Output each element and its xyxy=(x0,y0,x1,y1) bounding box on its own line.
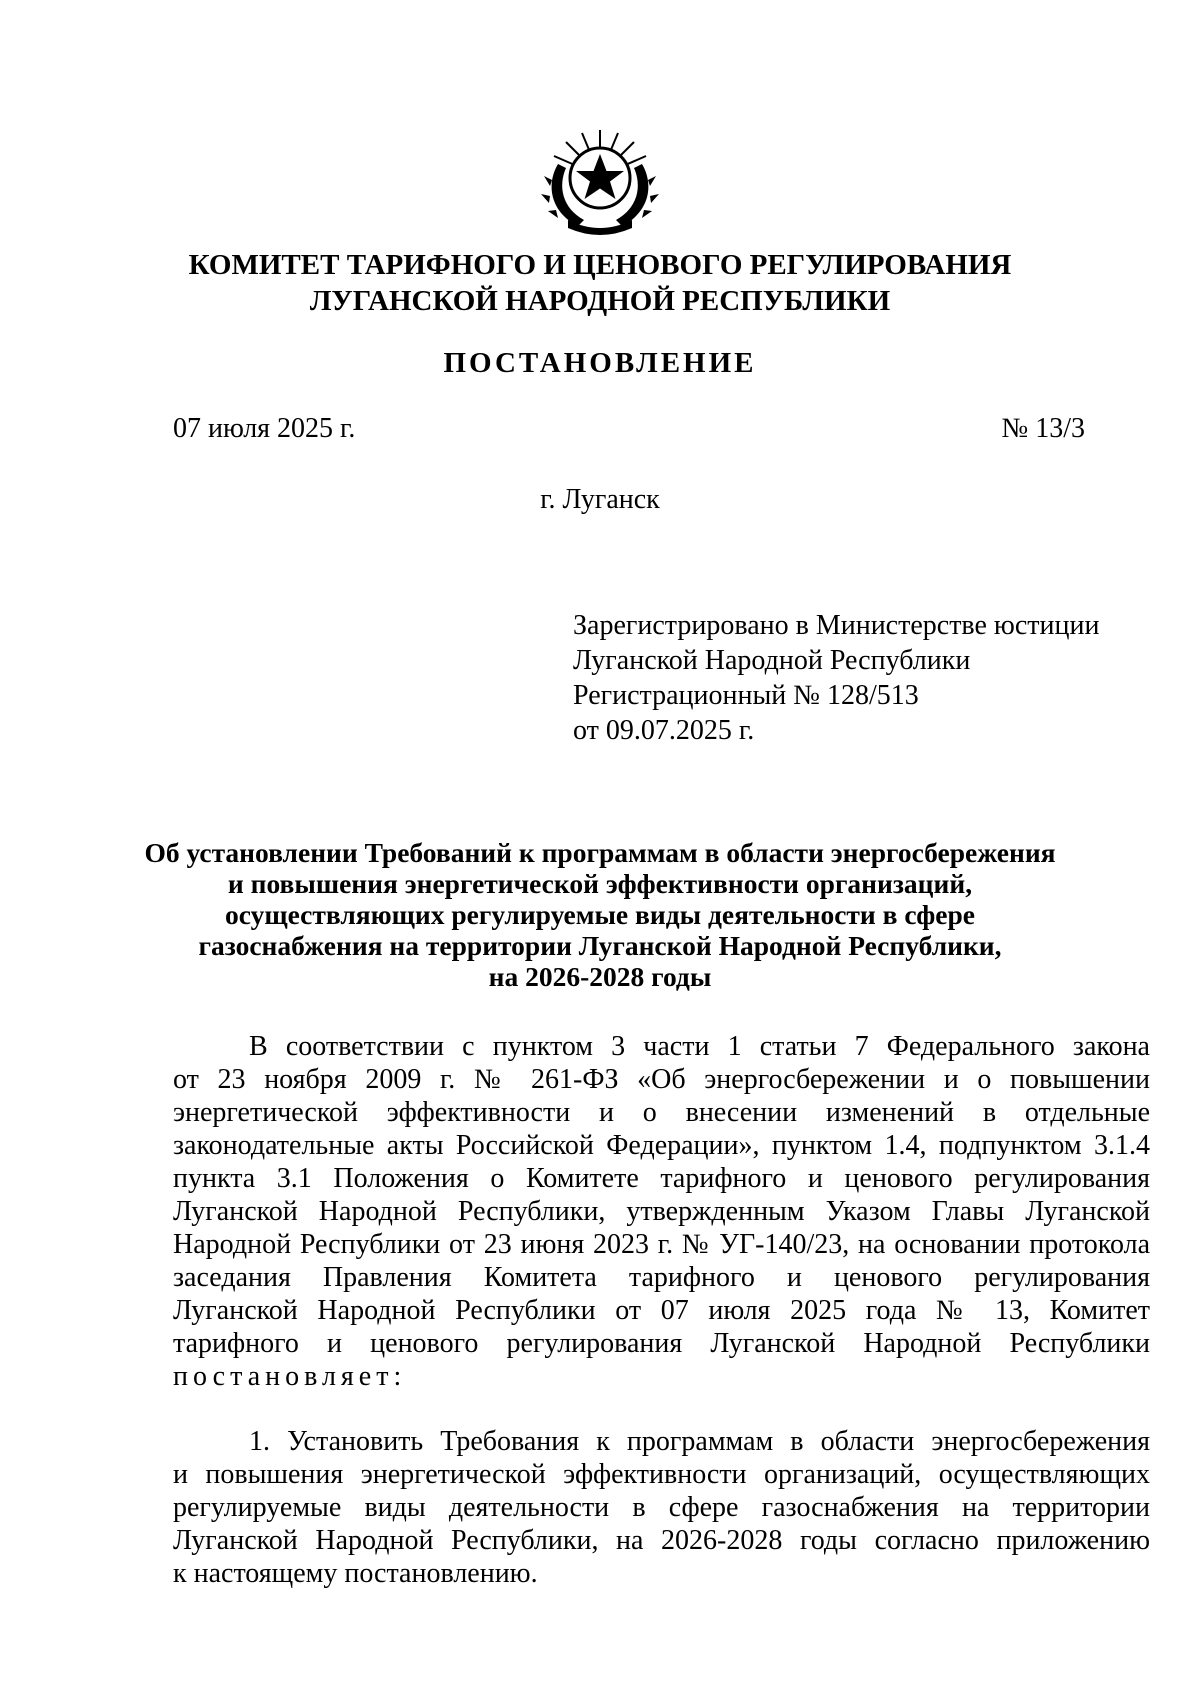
document-city: г. Луганск xyxy=(540,484,660,515)
subject-line: на 2026-2028 годы xyxy=(488,961,712,992)
subject-line: Об установлении Требований к программам в области энергосбережения xyxy=(144,837,1056,868)
subject-line: и повышения энергетической эффективности организаций, xyxy=(227,868,973,899)
paragraph-line: В соответствии с пунктом 3 части 1 статьи 7 Федерального закона xyxy=(249,1031,1150,1062)
coat-of-arms-emblem xyxy=(538,124,662,240)
paragraph-line: Луганской Народной Республики от 07 июля 2025 года № 13, Комитет xyxy=(173,1295,1150,1326)
document-number: № 13/3 xyxy=(1001,413,1085,444)
paragraph-line-resolves: постановляет: xyxy=(173,1361,407,1392)
paragraph-line: пункта 3.1 Положения о Комитете тарифного и ценового регулирования xyxy=(173,1163,1150,1194)
org-line-2: ЛУГАНСКОЙ НАРОДНОЙ РЕСПУБЛИКИ xyxy=(309,285,891,317)
document-subject xyxy=(0,837,1200,992)
paragraph-line: Луганской Народной Республики, утвержденным Указом Главы Луганской xyxy=(173,1196,1150,1227)
registration-line: от 09.07.2025 г. xyxy=(573,715,755,746)
paragraph-line: заседания Правления Комитета тарифного и ценового регулирования xyxy=(173,1262,1150,1293)
paragraph-line: и повышения энергетической эффективности организаций, осуществляющих xyxy=(173,1459,1150,1490)
registration-line: Регистрационный № 128/513 xyxy=(573,680,919,711)
paragraph-line: регулируемые виды деятельности в сфере газоснабжения на территории xyxy=(173,1492,1150,1523)
paragraph-line: энергетической эффективности и о внесении изменений в отдельные xyxy=(173,1097,1150,1128)
paragraph-line: от 23 ноября 2009 г. № 261-ФЗ «Об энергосбережении и о повышении xyxy=(173,1064,1150,1095)
registration-stamp xyxy=(573,608,1099,748)
paragraph-line: Народной Республики от 23 июня 2023 г. № УГ-140/23, на основании протокола xyxy=(173,1229,1150,1260)
emblem-icon xyxy=(538,124,662,240)
subject-line: газоснабжения на территории Луганской Народной Республики, xyxy=(198,930,1002,961)
document-date: 07 июля 2025 г. xyxy=(173,413,356,444)
paragraph-line: тарифного и ценового регулирования Луганской Народной Республики xyxy=(173,1328,1150,1359)
paragraph-line: законодательные акты Российской Федерации», пунктом 1.4, подпунктом 3.1.4 xyxy=(173,1130,1150,1161)
clause-1-paragraph xyxy=(173,1425,1150,1590)
preamble-paragraph xyxy=(173,1030,1150,1393)
document-type: ПОСТАНОВЛЕНИЕ xyxy=(443,347,757,379)
org-line-1: КОМИТЕТ ТАРИФНОГО И ЦЕНОВОГО РЕГУЛИРОВАНИЯ xyxy=(188,249,1012,281)
organization-name xyxy=(0,247,1200,319)
paragraph-line: 1. Установить Требования к программам в области энергосбережения xyxy=(249,1426,1150,1457)
registration-line: Луганской Народной Республики xyxy=(573,645,971,676)
subject-line: осуществляющих регулируемые виды деятельности в сфере xyxy=(225,899,975,930)
paragraph-line: к настоящему постановлению. xyxy=(173,1558,538,1589)
paragraph-line: Луганской Народной Республики, на 2026-2028 годы согласно приложению xyxy=(173,1525,1150,1556)
registration-line: Зарегистрировано в Министерстве юстиции xyxy=(573,610,1100,641)
